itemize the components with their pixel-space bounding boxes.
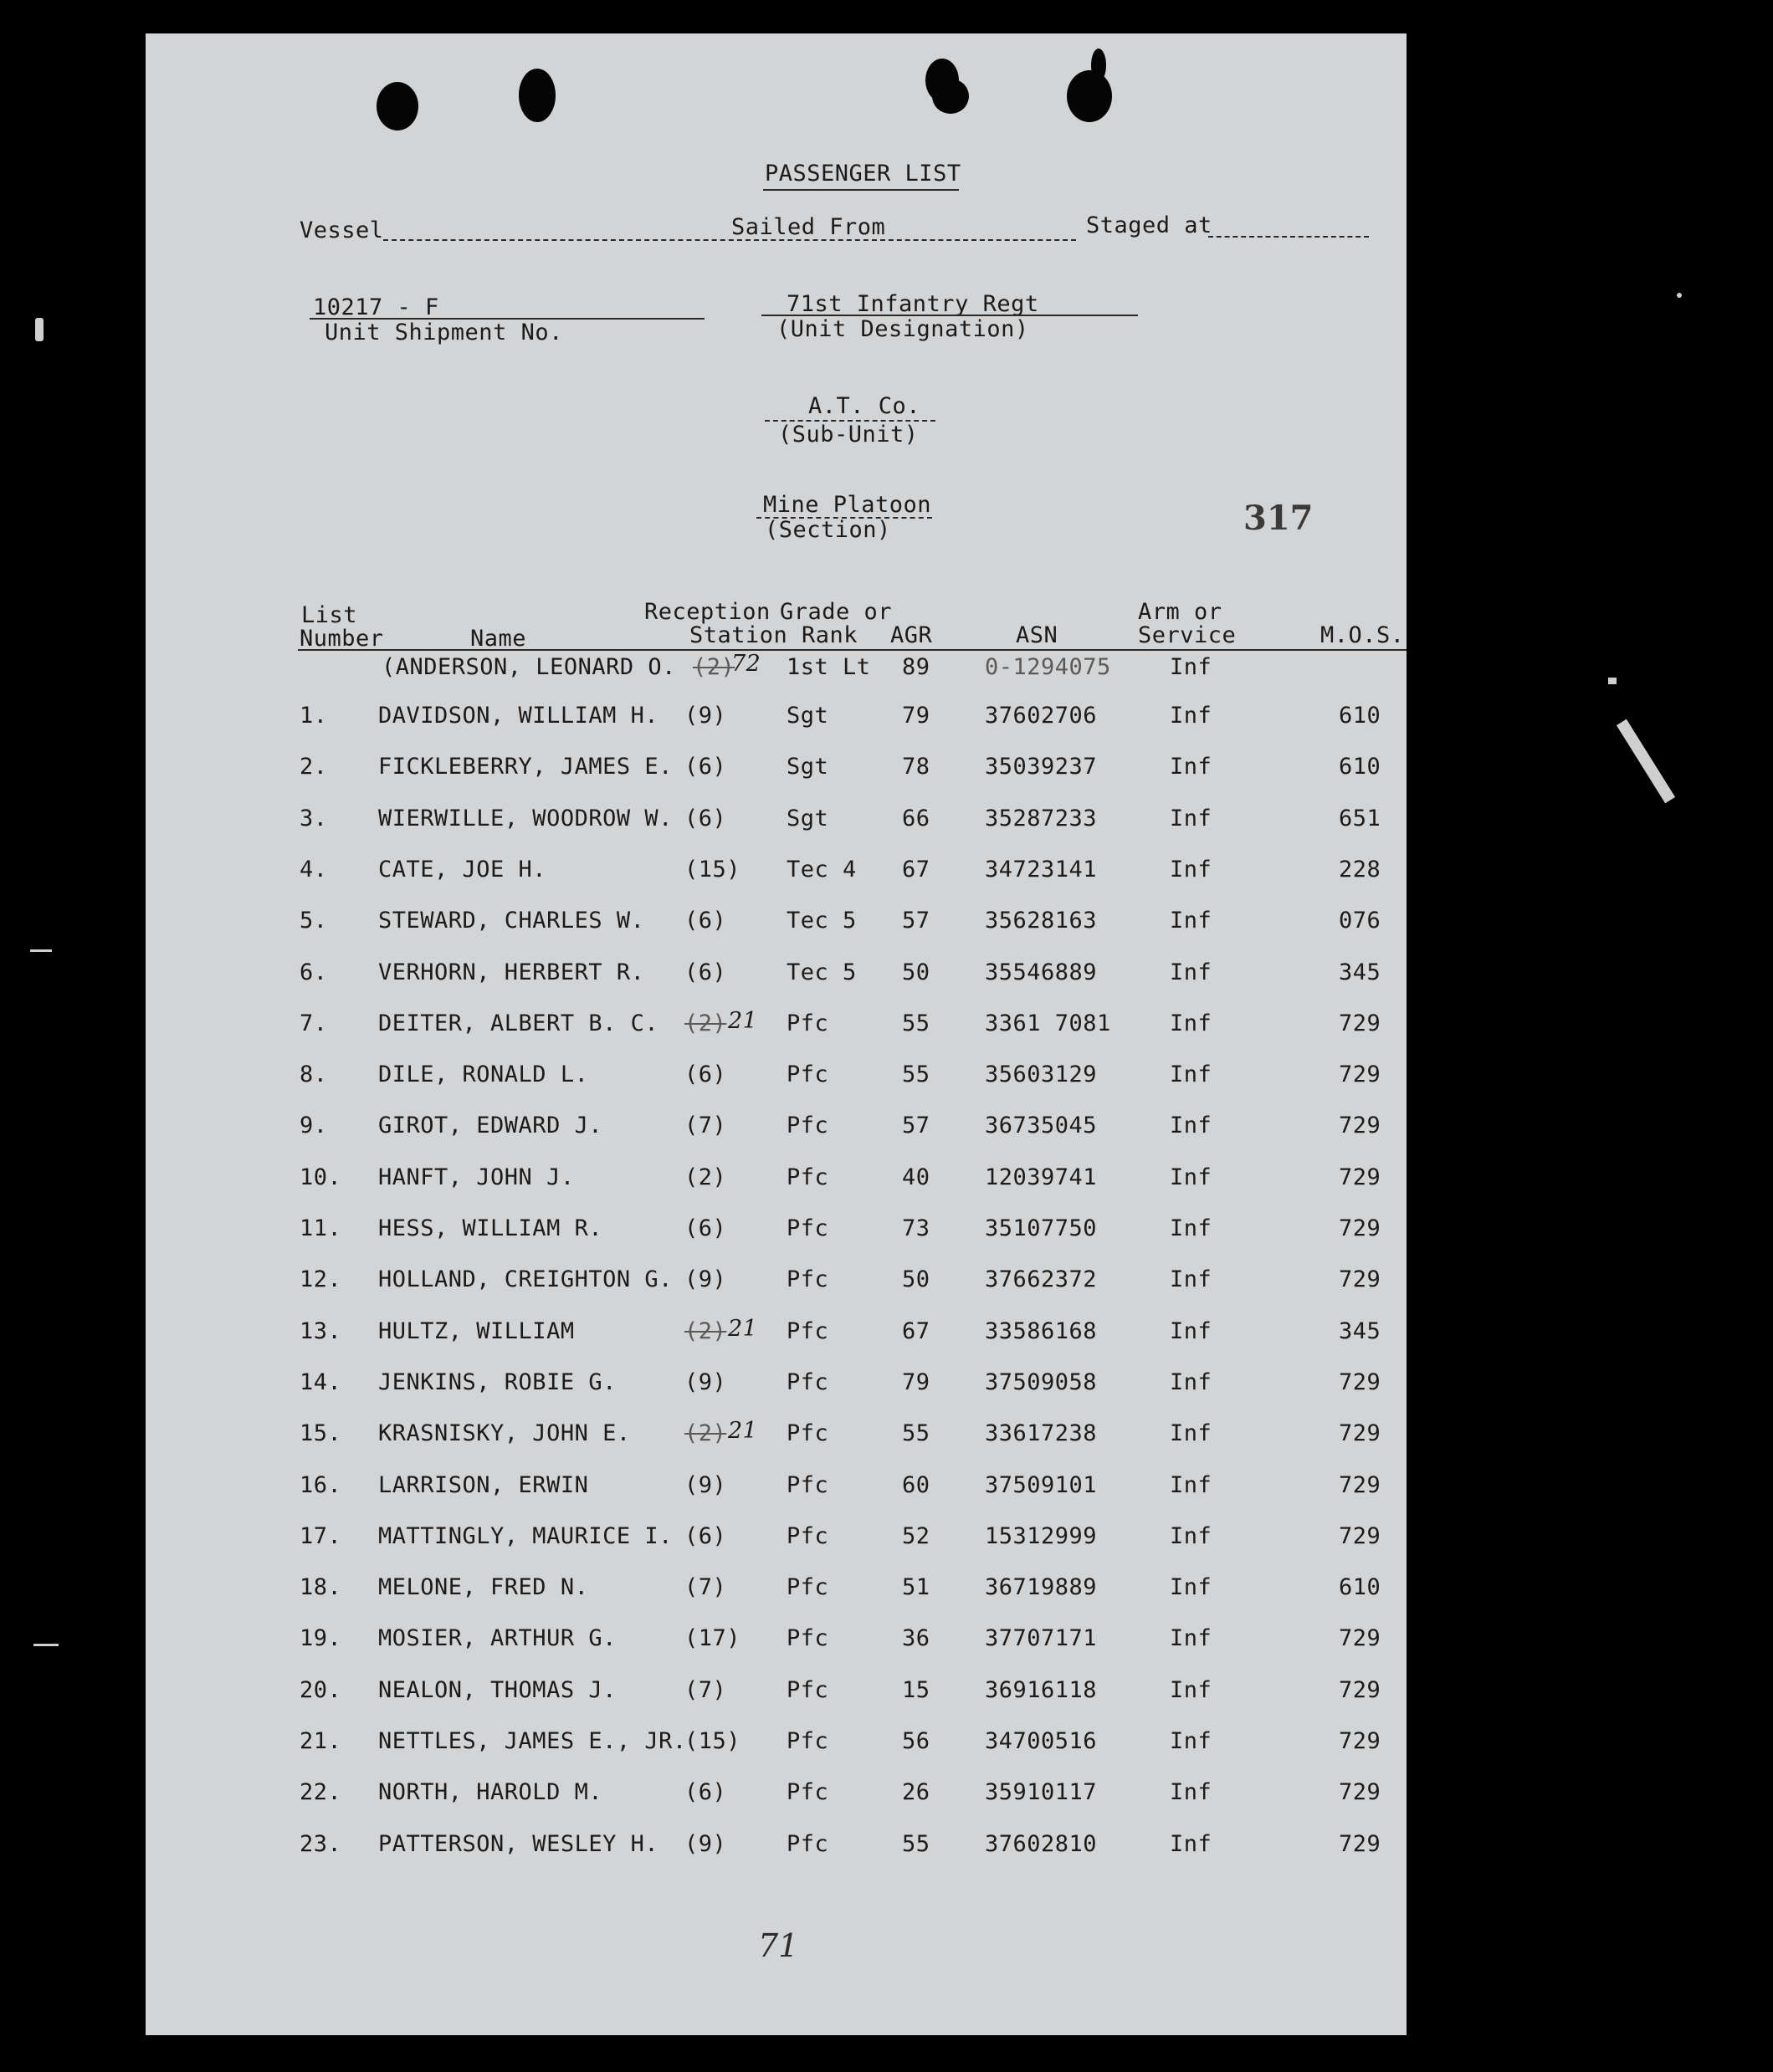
row-grade: Pfc [787,1472,829,1498]
row-grade: Pfc [787,1677,829,1703]
row-agr: 56 [902,1728,930,1754]
table-row [146,1266,1407,1303]
row-reception-station: (6) [684,1523,727,1549]
sailed-from-line [880,239,1076,241]
row-reception-station: (2) [684,1318,727,1344]
title-underline [763,189,959,191]
row-grade: Tec 5 [787,908,857,934]
row-asn: 37509101 [985,1472,1098,1498]
row-arm-service: Inf [1170,806,1212,831]
row-asn: 3361 7081 [985,1010,1111,1036]
row-agr: 55 [902,1831,930,1857]
row-reception-station: (7) [684,1113,727,1138]
row-mos: 729 [1339,1113,1381,1138]
row-number: 8. [300,1062,328,1087]
row-number: 13. [300,1318,342,1344]
row-name: JENKINS, ROBIE G. [378,1369,617,1395]
row-arm-service: Inf [1170,1625,1212,1651]
row-agr: 57 [902,1113,930,1138]
row-grade: Pfc [787,1318,829,1344]
header-name: Name [470,626,527,652]
punch-hole [377,82,418,130]
header-asn: ASN [1016,622,1058,648]
row-name: HULTZ, WILLIAM [378,1318,575,1344]
row-name: KRASNISKY, JOHN E. [378,1420,631,1446]
row-agr: 79 [902,1369,930,1395]
row-mos: 729 [1339,1266,1381,1292]
row-grade: Pfc [787,1215,829,1241]
row-mos: 729 [1339,1625,1381,1651]
row-agr: 57 [902,908,930,934]
row-number: 22. [300,1779,342,1805]
row-asn: 37662372 [985,1266,1098,1292]
row-grade: Pfc [787,1779,829,1805]
row-name: PATTERSON, WESLEY H. [378,1831,659,1857]
table-row [146,703,1407,739]
row-reception-station: (6) [684,1215,727,1241]
row-agr: 26 [902,1779,930,1805]
row-reception-station: (2) [684,1420,727,1446]
row-number: 23. [300,1831,342,1857]
vessel-label: Vessel [300,217,384,243]
row-asn: 35039237 [985,754,1098,780]
table-row [146,754,1407,790]
row-mos: 729 [1339,1369,1381,1395]
row-number: 12. [300,1266,342,1292]
row-arm-service: Inf [1170,1266,1212,1292]
row-agr: 79 [902,703,930,729]
row-mos: 729 [1339,1779,1381,1805]
row-number: 9. [300,1113,328,1138]
row-mos: 345 [1339,1318,1381,1344]
unit-shipment-label: Unit Shipment No. [325,320,563,345]
row-reception-station: (7) [684,1677,727,1703]
row-grade: Pfc [787,1062,829,1087]
header-agr: AGR [890,622,933,648]
row-asn: 34723141 [985,857,1098,883]
officer-agr: 89 [902,654,930,680]
table-row [146,1318,1407,1355]
row-reception-station: (9) [684,1472,727,1498]
row-name: MATTINGLY, MAURICE I. [378,1523,673,1549]
table-row [146,1010,1407,1047]
table-row [146,1215,1407,1252]
row-asn: 35287233 [985,806,1098,831]
row-arm-service: Inf [1170,1523,1212,1549]
sailed-from-label: Sailed From [731,214,886,240]
row-grade: Sgt [787,754,829,780]
header-list: List [301,602,358,628]
table-row [146,1113,1407,1149]
table-row [146,1523,1407,1560]
table-row [146,1369,1407,1406]
scan-speck [1608,678,1617,684]
row-name: DEITER, ALBERT B. C. [378,1010,659,1036]
row-agr: 73 [902,1215,930,1241]
row-station-note: 21 [728,1316,758,1342]
scan-speck [33,1644,59,1646]
row-arm-service: Inf [1170,1728,1212,1754]
row-arm-service: Inf [1170,754,1212,780]
section-label: (Section) [765,517,891,543]
unit-shipment-number: 10217 - F [313,294,439,320]
row-grade: Pfc [787,1369,829,1395]
row-asn: 35546889 [985,959,1098,985]
row-arm-service: Inf [1170,1420,1212,1446]
row-asn: 37707171 [985,1625,1098,1651]
row-agr: 67 [902,857,930,883]
row-arm-service: Inf [1170,1574,1212,1600]
officer-grade: 1st Lt [787,654,871,680]
row-asn: 37509058 [985,1369,1098,1395]
row-arm-service: Inf [1170,1369,1212,1395]
row-reception-station: (6) [684,1062,727,1087]
scan-speck [35,318,44,341]
scan-speck [30,949,52,952]
row-reception-station: (6) [684,754,727,780]
header-arm-or: Arm or [1138,599,1222,625]
row-number: 17. [300,1523,342,1549]
table-row [146,1779,1407,1816]
table-row [146,1625,1407,1662]
row-arm-service: Inf [1170,1318,1212,1344]
row-mos: 610 [1339,754,1381,780]
row-number: 14. [300,1369,342,1395]
row-grade: Pfc [787,1523,829,1549]
row-reception-station: (6) [684,806,727,831]
row-name: LARRISON, ERWIN [378,1472,589,1498]
row-number: 2. [300,754,328,780]
unit-designation-label: (Unit Designation) [776,316,1029,342]
header-mos: M.O.S. [1320,622,1405,648]
table-row [146,1574,1407,1611]
row-arm-service: Inf [1170,1062,1212,1087]
row-number: 18. [300,1574,342,1600]
row-name: WIERWILLE, WOODROW W. [378,806,673,831]
row-reception-station: (6) [684,1779,727,1805]
table-row [146,1420,1407,1457]
row-station-note: 21 [728,1418,758,1444]
row-mos: 345 [1339,959,1381,985]
table-row [146,1677,1407,1714]
handwritten-page-mark: 71 [758,1927,799,1964]
row-reception-station: (9) [684,1831,727,1857]
row-name: DAVIDSON, WILLIAM H. [378,703,659,729]
row-mos: 228 [1339,857,1381,883]
row-grade: Pfc [787,1113,829,1138]
row-agr: 50 [902,959,930,985]
row-reception-station: (15) [684,857,741,883]
row-number: 20. [300,1677,342,1703]
row-asn: 36916118 [985,1677,1098,1703]
row-mos: 610 [1339,1574,1381,1600]
header-grade-or: Grade or [780,599,893,625]
row-asn: 34700516 [985,1728,1098,1754]
row-reception-station: (15) [684,1728,741,1754]
punch-hole [519,69,556,122]
row-asn: 35107750 [985,1215,1098,1241]
table-row [146,1472,1407,1509]
row-reception-station: (6) [684,908,727,934]
header-underline [298,649,1407,651]
row-asn: 15312999 [985,1523,1098,1549]
document-title: PASSENGER LIST [765,161,961,187]
row-asn: 33617238 [985,1420,1098,1446]
row-agr: 50 [902,1266,930,1292]
officer-name: (ANDERSON, LEONARD O. [382,654,676,680]
row-number: 15. [300,1420,342,1446]
officer-row [146,651,1407,691]
scan-speck [1617,719,1675,804]
table-row [146,1728,1407,1765]
row-asn: 12039741 [985,1164,1098,1190]
row-arm-service: Inf [1170,1677,1212,1703]
header-reception: Reception [644,599,771,625]
row-reception-station: (9) [684,703,727,729]
table-row [146,1831,1407,1868]
row-grade: Pfc [787,1728,829,1754]
row-name: NETTLES, JAMES E., JR. [378,1728,687,1754]
row-mos: 729 [1339,1010,1381,1036]
table-row [146,857,1407,893]
row-mos: 729 [1339,1831,1381,1857]
row-name: MOSIER, ARTHUR G. [378,1625,617,1651]
row-asn: 35603129 [985,1062,1098,1087]
row-name: HANFT, JOHN J. [378,1164,575,1190]
row-number: 7. [300,1010,328,1036]
row-agr: 55 [902,1010,930,1036]
row-name: MELONE, FRED N. [378,1574,589,1600]
row-name: FICKLEBERRY, JAMES E. [378,754,673,780]
row-arm-service: Inf [1170,1472,1212,1498]
sub-unit-label: (Sub-Unit) [778,422,919,448]
row-grade: Pfc [787,1266,829,1292]
header-service: Service [1138,622,1237,648]
staged-at-label: Staged at [1086,212,1212,238]
row-agr: 51 [902,1574,930,1600]
row-arm-service: Inf [1170,1010,1212,1036]
punch-hole [1067,70,1112,122]
row-name: HESS, WILLIAM R. [378,1215,603,1241]
row-mos: 651 [1339,806,1381,831]
row-number: 1. [300,703,328,729]
table-row [146,1164,1407,1201]
sub-unit: A.T. Co. [808,393,921,419]
row-grade: Sgt [787,703,829,729]
row-number: 5. [300,908,328,934]
row-arm-service: Inf [1170,1164,1212,1190]
row-mos: 729 [1339,1728,1381,1754]
row-reception-station: (17) [684,1625,741,1651]
row-grade: Pfc [787,1574,829,1600]
row-reception-station: (9) [684,1369,727,1395]
row-arm-service: Inf [1170,1215,1212,1241]
row-agr: 60 [902,1472,930,1498]
row-mos: 729 [1339,1677,1381,1703]
table-row [146,959,1407,996]
row-name: VERHORN, HERBERT R. [378,959,645,985]
header-station: Station [689,622,788,648]
row-reception-station: (7) [684,1574,727,1600]
row-grade: Pfc [787,1010,829,1036]
row-number: 3. [300,806,328,831]
row-number: 21. [300,1728,342,1754]
row-arm-service: Inf [1170,857,1212,883]
row-agr: 66 [902,806,930,831]
row-number: 4. [300,857,328,883]
row-agr: 55 [902,1062,930,1087]
row-number: 6. [300,959,328,985]
row-mos: 729 [1339,1420,1381,1446]
row-agr: 52 [902,1523,930,1549]
officer-station: (2) [693,654,735,680]
row-name: HOLLAND, CREIGHTON G. [378,1266,673,1292]
officer-arm: Inf [1170,654,1212,680]
row-agr: 40 [902,1164,930,1190]
document-page [146,33,1407,2035]
row-number: 10. [300,1164,342,1190]
row-mos: 729 [1339,1472,1381,1498]
row-mos: 729 [1339,1164,1381,1190]
row-agr: 55 [902,1420,930,1446]
officer-station-note: 72 [731,651,761,677]
row-agr: 15 [902,1677,930,1703]
unit-designation: 71st Infantry Regt [787,291,1039,317]
row-number: 11. [300,1215,342,1241]
header-rank: Rank [802,622,858,648]
row-name: DILE, RONALD L. [378,1062,589,1087]
row-arm-service: Inf [1170,1779,1212,1805]
punch-hole [1091,49,1106,82]
row-mos: 610 [1339,703,1381,729]
row-number: 19. [300,1625,342,1651]
table-row [146,806,1407,842]
row-grade: Pfc [787,1831,829,1857]
row-grade: Pfc [787,1420,829,1446]
row-asn: 37602810 [985,1831,1098,1857]
page-number-stamp: 317 [1243,499,1314,538]
row-reception-station: (2) [684,1010,727,1036]
row-mos: 729 [1339,1215,1381,1241]
row-asn: 35628163 [985,908,1098,934]
row-reception-station: (2) [684,1164,727,1190]
row-agr: 67 [902,1318,930,1344]
row-name: CATE, JOE H. [378,857,547,883]
row-number: 16. [300,1472,342,1498]
row-arm-service: Inf [1170,908,1212,934]
row-reception-station: (9) [684,1266,727,1292]
row-grade: Tec 5 [787,959,857,985]
row-grade: Pfc [787,1164,829,1190]
row-asn: 37602706 [985,703,1098,729]
row-asn: 35910117 [985,1779,1098,1805]
row-arm-service: Inf [1170,703,1212,729]
row-grade: Pfc [787,1625,829,1651]
row-agr: 78 [902,754,930,780]
header-number: Number [300,626,384,652]
row-station-note: 21 [728,1008,758,1034]
row-mos: 729 [1339,1062,1381,1087]
punch-hole [932,79,969,114]
row-mos: 729 [1339,1523,1381,1549]
row-arm-service: Inf [1170,1831,1212,1857]
row-reception-station: (6) [684,959,727,985]
row-asn: 36735045 [985,1113,1098,1138]
row-name: NORTH, HAROLD M. [378,1779,603,1805]
row-grade: Sgt [787,806,829,831]
staged-at-line [1208,236,1369,238]
table-row [146,908,1407,944]
row-mos: 076 [1339,908,1381,934]
officer-asn: 0-1294075 [985,654,1111,680]
row-name: GIROT, EDWARD J. [378,1113,603,1138]
row-name: STEWARD, CHARLES W. [378,908,645,934]
row-agr: 36 [902,1625,930,1651]
row-arm-service: Inf [1170,1113,1212,1138]
row-name: NEALON, THOMAS J. [378,1677,617,1703]
row-arm-service: Inf [1170,959,1212,985]
table-row [146,1062,1407,1098]
row-grade: Tec 4 [787,857,857,883]
row-asn: 33586168 [985,1318,1098,1344]
row-asn: 36719889 [985,1574,1098,1600]
section: Mine Platoon [763,492,932,518]
scan-speck [1677,293,1682,298]
